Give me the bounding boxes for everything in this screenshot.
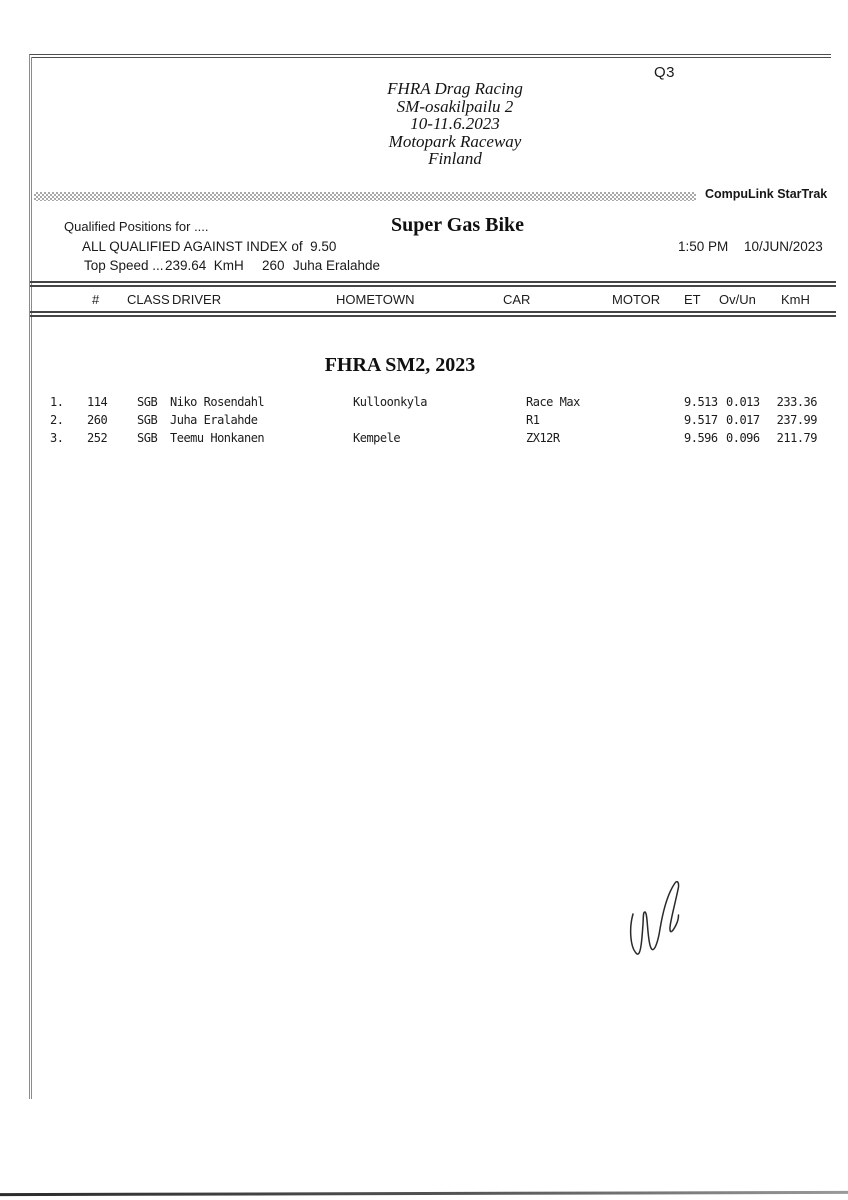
row-et: 9.517 — [684, 413, 718, 427]
col-header-car: CAR — [503, 292, 531, 307]
scan-border-frame — [29, 54, 831, 1099]
top-speed-holder-name: Juha Eralahde — [293, 258, 381, 273]
row-position: 2. — [50, 413, 64, 427]
table-row — [0, 431, 848, 449]
class-title: Super Gas Bike — [391, 214, 524, 236]
row-driver: Teemu Honkanen — [170, 431, 265, 445]
event-venue: Motopark Raceway — [388, 131, 522, 151]
row-car-number: 114 — [87, 395, 108, 409]
event-date: 10-11.6.2023 — [410, 114, 500, 134]
row-position: 3. — [50, 431, 64, 445]
event-header — [155, 80, 755, 168]
top-speed-holder-number: 260 — [262, 258, 285, 273]
row-class: SGB — [137, 413, 158, 427]
index-line: ALL QUALIFIED AGAINST INDEX of 9.50 — [82, 239, 337, 254]
row-car: R1 — [526, 413, 540, 427]
row-et: 9.513 — [684, 395, 718, 409]
scanner-edge-artifact — [0, 1191, 848, 1196]
row-hometown: Kempele — [353, 431, 401, 445]
event-country: Finland — [428, 149, 482, 169]
row-et: 9.596 — [684, 431, 718, 445]
timing-system-brand: CompuLink StarTrak — [705, 187, 828, 201]
row-class: SGB — [137, 431, 158, 445]
print-date: 10/JUN/2023 — [744, 239, 823, 254]
row-driver: Juha Eralahde — [170, 413, 258, 427]
event-title: FHRA Drag Racing — [387, 79, 523, 98]
row-kmh: 237.99 — [776, 413, 817, 427]
event-subtitle: SM-osakilpailu 2 — [396, 96, 514, 116]
row-class: SGB — [137, 395, 158, 409]
row-position: 1. — [50, 395, 64, 409]
table-row — [0, 395, 848, 413]
col-header-ovun: Ov/Un — [719, 292, 756, 307]
dotted-separator-band — [34, 192, 696, 201]
row-over-under: 0.096 — [726, 431, 760, 445]
session-label: Q3 — [654, 64, 676, 81]
top-speed-label: Top Speed ... — [84, 258, 164, 273]
row-driver: Niko Rosendahl — [170, 395, 265, 409]
qualified-positions-label: Qualified Positions for .... — [64, 219, 209, 234]
col-header-hometown: HOMETOWN — [336, 292, 415, 307]
row-hometown: Kulloonkyla — [353, 395, 427, 409]
header-rule-bottom — [30, 311, 836, 317]
col-header-position: # — [92, 292, 100, 307]
row-kmh: 211.79 — [776, 431, 817, 445]
row-car: Race Max — [526, 395, 580, 409]
row-car-number: 260 — [87, 413, 108, 427]
col-header-kmh: KmH — [781, 292, 810, 307]
top-speed-value: 239.64 KmH — [165, 258, 244, 273]
row-car-number: 252 — [87, 431, 108, 445]
col-header-et: ET — [684, 292, 701, 307]
print-time: 1:50 PM — [678, 239, 729, 254]
handwritten-signature — [614, 876, 694, 961]
col-header-driver: DRIVER — [172, 292, 222, 307]
header-rule-top — [30, 281, 836, 287]
row-over-under: 0.013 — [726, 395, 760, 409]
col-header-class: CLASS — [127, 292, 170, 307]
table-row — [0, 413, 848, 431]
row-kmh: 233.36 — [776, 395, 817, 409]
row-over-under: 0.017 — [726, 413, 760, 427]
row-car: ZX12R — [526, 431, 560, 445]
series-section-title: FHRA SM2, 2023 — [324, 354, 476, 376]
col-header-motor: MOTOR — [612, 292, 661, 307]
